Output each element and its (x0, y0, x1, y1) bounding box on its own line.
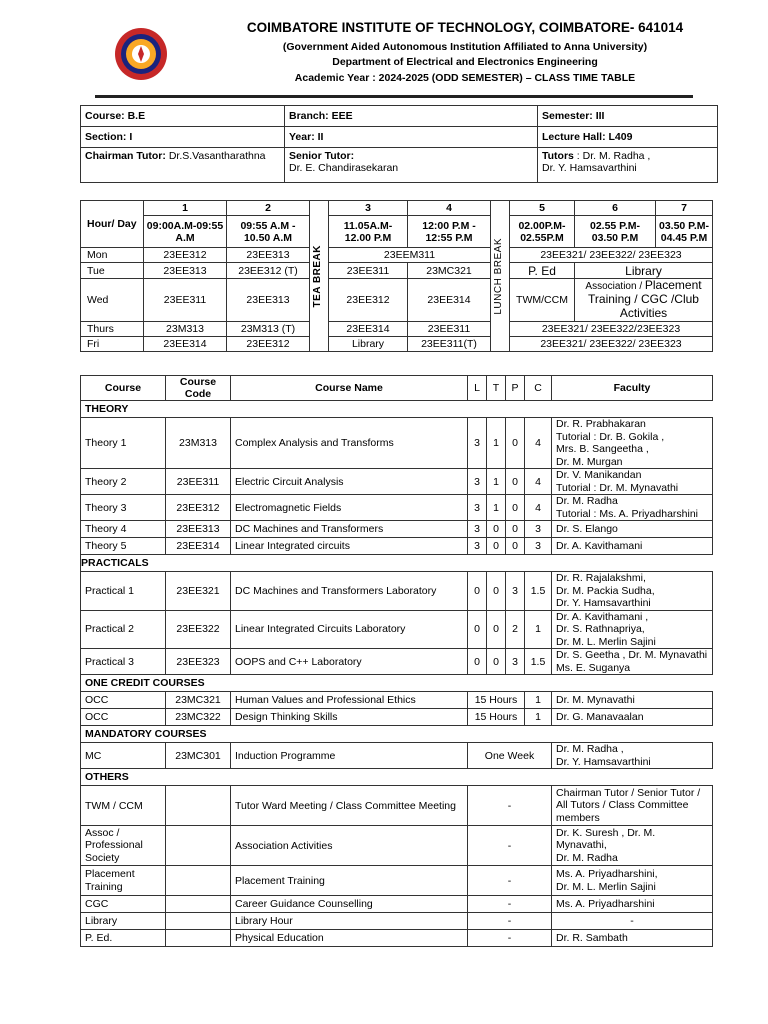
t-cell: 1 (487, 469, 506, 495)
name-cell: Electromagnetic Fields (231, 495, 468, 521)
faculty-line: Dr. M. Radha (556, 495, 618, 507)
semester-cell: Semester: III (538, 106, 718, 127)
day-cell: Mon (81, 248, 144, 263)
faculty-cell: Dr. M. Mynavathi (552, 692, 713, 709)
table-row (81, 930, 713, 947)
table-row (81, 322, 713, 337)
p-cell: 2 (506, 610, 525, 649)
faculty-line: Dr. R. Rajalakshmi, (556, 572, 646, 584)
table-row (81, 786, 713, 826)
senior-name: Dr. E. Chandirasekaran (289, 162, 399, 174)
slot-cell: 23EE313 (144, 263, 227, 279)
period-1: 1 (144, 201, 227, 216)
faculty-cell (552, 866, 713, 896)
table-row (81, 610, 713, 649)
faculty-line: Dr. K. Suresh , Dr. M. Mynavathi, (556, 826, 656, 852)
course-line: Placement (85, 868, 135, 880)
course-cell: OCC (81, 692, 166, 709)
slot-cell: 23EE321/ 23EE322/ 23EE323 (510, 337, 713, 352)
faculty-cell: Ms. A. Priyadharshini (552, 896, 713, 913)
table-row (81, 469, 713, 495)
c-cell: 1 (525, 709, 552, 726)
name-cell: OOPS and C++ Laboratory (231, 649, 468, 675)
c-cell: 3 (525, 538, 552, 555)
section-cell: Section: I (81, 127, 285, 148)
period-3: 3 (329, 201, 408, 216)
t-cell: 0 (487, 538, 506, 555)
code-cell (166, 826, 231, 866)
day-cell: Tue (81, 263, 144, 279)
faculty-line: members (556, 811, 600, 824)
lunch-break-column (491, 201, 510, 352)
code-cell (166, 786, 231, 826)
slot-cell: 23M313 (144, 322, 227, 337)
slot-cell: Library (575, 263, 713, 279)
p-cell: 0 (506, 418, 525, 469)
p-cell: 3 (506, 572, 525, 611)
course-cell: Theory 4 (81, 521, 166, 538)
tutors-label: Tutors (542, 150, 574, 162)
name-cell: Physical Education (231, 930, 468, 947)
course-header: Course (81, 376, 166, 401)
l-cell: 3 (468, 495, 487, 521)
slot-cell: 23EE312 (227, 337, 310, 352)
time-7: 03.50 P.M-04.45 P.M (656, 216, 713, 248)
name-cell: Tutor Ward Meeting / Class Committee Meeting (231, 786, 468, 826)
course-cell: P. Ed. (81, 930, 166, 947)
course-cell: Practical 2 (81, 610, 166, 649)
course-cell (81, 826, 166, 866)
faculty-line: Mrs. B. Sangeetha , (556, 443, 649, 455)
faculty-line: Dr. A. Kavithamani , (556, 610, 649, 623)
hours-cell: One Week (468, 743, 552, 769)
c-header: C (525, 376, 552, 401)
ltpc-cell: - (468, 896, 552, 913)
faculty-line: Dr. S. Rathnapriya, (556, 623, 645, 635)
name-cell: Electric Circuit Analysis (231, 469, 468, 495)
faculty-line: Dr. M. Packia Sudha, (556, 584, 655, 597)
table-row (81, 248, 713, 263)
chairman-tutor-cell (81, 148, 285, 183)
period-2: 2 (227, 201, 310, 216)
faculty-cell: Dr. A. Kavithamani (552, 538, 713, 555)
table-row (81, 896, 713, 913)
faculty-line: Tutorial : Ms. A. Priyadharshini (556, 507, 698, 520)
l-cell: 3 (468, 418, 487, 469)
section-one-credit: ONE CREDIT COURSES (81, 675, 713, 692)
slot-cell: Library (329, 337, 408, 352)
code-cell: 23EE323 (166, 649, 231, 675)
slot-cell: 23EE321/ 23EE322/ 23EE323 (510, 248, 713, 263)
period-7: 7 (656, 201, 713, 216)
faculty-cell: Dr. S. Elango (552, 521, 713, 538)
faculty-cell: Dr. G. Manavaalan (552, 709, 713, 726)
faculty-line: Dr. M. Murgan (556, 455, 623, 468)
academic-year: Academic Year : 2024-2025 (ODD SEMESTER) – CLASS TIME TABLE (294, 72, 636, 84)
faculty-cell (552, 826, 713, 866)
faculty-cell (552, 495, 713, 521)
table-row (81, 279, 713, 322)
faculty-line: All Tutors / Class Committee (556, 799, 689, 812)
table-row (81, 866, 713, 896)
faculty-cell (552, 469, 713, 495)
faculty-line: Dr. S. Geetha , Dr. M. Mynavathi (556, 649, 708, 661)
faculty-cell: Dr. R. Sambath (552, 930, 713, 947)
table-row (81, 572, 713, 611)
timetable (80, 200, 713, 352)
faculty-header: Faculty (552, 376, 713, 401)
institute-subtitle: (Government Aided Autonomous Institution Affiliated to Anna University) (282, 41, 648, 53)
class-info-table (80, 105, 718, 183)
course-cell: Theory 2 (81, 469, 166, 495)
name-cell: Induction Programme (231, 743, 468, 769)
code-cell: 23MC321 (166, 692, 231, 709)
slot-cell: 23EE311(T) (408, 337, 491, 352)
slot-cell: 23EE312 (329, 279, 408, 322)
faculty-cell (552, 418, 713, 469)
code-header: Course Code (166, 376, 231, 401)
course-cell: TWM / CCM (81, 786, 166, 826)
period-6: 6 (575, 201, 656, 216)
faculty-line: Tutorial : Dr. B. Gokila , (556, 430, 665, 443)
l-cell: 0 (468, 649, 487, 675)
faculty-line: Chairman Tutor / Senior Tutor / (556, 786, 701, 799)
slot-cell (575, 279, 713, 322)
course-cell: Course: B.E (81, 106, 285, 127)
l-cell: 3 (468, 538, 487, 555)
senior-label: Senior Tutor: (289, 150, 355, 162)
placement-text: Placement Training / CGC /Club Activities (588, 278, 702, 320)
day-cell: Fri (81, 337, 144, 352)
course-cell: Practical 1 (81, 572, 166, 611)
hours-cell: 15 Hours (468, 709, 525, 726)
faculty-cell (552, 610, 713, 649)
name-cell: Career Guidance Counselling (231, 896, 468, 913)
slot-cell: 23EE312 (144, 248, 227, 263)
code-cell: 23EE311 (166, 469, 231, 495)
tea-break-label: TEA BREAK (312, 244, 323, 308)
association-text: Association / (585, 281, 645, 292)
c-cell: 1.5 (525, 649, 552, 675)
section-others: OTHERS (81, 769, 713, 786)
code-cell (166, 866, 231, 896)
table-row (81, 538, 713, 555)
name-cell: Design Thinking Skills (231, 709, 468, 726)
course-cell: MC (81, 743, 166, 769)
slot-cell: 23EE314 (329, 322, 408, 337)
table-row (81, 709, 713, 726)
slot-cell: 23EE311 (144, 279, 227, 322)
code-cell (166, 896, 231, 913)
faculty-cell (552, 743, 713, 769)
faculty-line: Dr. M. Radha , (556, 743, 624, 755)
slot-cell: 23EE314 (408, 279, 491, 322)
faculty-line: Dr. M. L. Merlin Sajini (556, 635, 656, 648)
lecture-hall-cell: Lecture Hall: L409 (538, 127, 718, 148)
course-cell: Practical 3 (81, 649, 166, 675)
course-cell: CGC (81, 896, 166, 913)
ltpc-cell: - (468, 930, 552, 947)
table-row (81, 692, 713, 709)
code-cell: 23EE314 (166, 538, 231, 555)
table-row (81, 495, 713, 521)
table-row (81, 743, 713, 769)
t-cell: 0 (487, 521, 506, 538)
code-cell: 23EE321 (166, 572, 231, 611)
t-cell: 0 (487, 572, 506, 611)
name-cell: Complex Analysis and Transforms (231, 418, 468, 469)
hours-cell: 15 Hours (468, 692, 525, 709)
p-header: P (506, 376, 525, 401)
course-cell: Theory 5 (81, 538, 166, 555)
table-row (81, 826, 713, 866)
p-cell: 0 (506, 495, 525, 521)
code-cell: 23EE312 (166, 495, 231, 521)
time-2: 09:55 A.M - 10.50 A.M (227, 216, 310, 248)
time-6: 02.55 P.M-03.50 P.M (575, 216, 656, 248)
code-cell: 23MC322 (166, 709, 231, 726)
faculty-line: Ms. E. Suganya (556, 661, 631, 674)
l-cell: 0 (468, 572, 487, 611)
institute-logo-icon (114, 27, 168, 81)
faculty-cell (552, 572, 713, 611)
course-cell (81, 866, 166, 896)
c-cell: 1 (525, 610, 552, 649)
c-cell: 3 (525, 521, 552, 538)
name-cell: Library Hour (231, 913, 468, 930)
day-cell: Wed (81, 279, 144, 322)
faculty-line: Dr. M. Radha (556, 851, 618, 864)
name-cell: Placement Training (231, 866, 468, 896)
c-cell: 4 (525, 418, 552, 469)
time-3: 11.05A.M-12.00 P.M (329, 216, 408, 248)
l-cell: 0 (468, 610, 487, 649)
course-cell: Library (81, 913, 166, 930)
time-1: 09:00A.M-09:55 A.M (144, 216, 227, 248)
faculty-line: Dr. V. Manikandan (556, 469, 642, 481)
name-cell: DC Machines and Transformers (231, 521, 468, 538)
faculty-line: Dr. R. Prabhakaran (556, 418, 646, 430)
slot-cell: TWM/CCM (510, 279, 575, 322)
table-row (81, 913, 713, 930)
faculty-cell: - (552, 913, 713, 930)
faculty-line: Dr. Y. Hamsavarthini (556, 755, 651, 768)
slot-cell: 23EE321/ 23EE322/23EE323 (510, 322, 713, 337)
section-practicals: PRACTICALS (81, 555, 713, 572)
p-cell: 0 (506, 521, 525, 538)
faculty-cell (552, 649, 713, 675)
course-cell: Theory 1 (81, 418, 166, 469)
table-row (81, 649, 713, 675)
ltpc-cell: - (468, 913, 552, 930)
chairman-name: Dr.S.Vasantharathna (168, 150, 266, 162)
p-cell: 0 (506, 538, 525, 555)
slot-cell: 23M313 (T) (227, 322, 310, 337)
t-cell: 1 (487, 418, 506, 469)
course-table (80, 375, 713, 947)
time-5: 02.00P.M-02.55P.M (510, 216, 575, 248)
l-cell: 3 (468, 469, 487, 495)
department-name: Department of Electrical and Electronics Engineering (332, 56, 598, 68)
slot-cell: 23EEM311 (329, 248, 491, 263)
table-row (81, 337, 713, 352)
c-cell: 4 (525, 469, 552, 495)
code-cell: 23EE322 (166, 610, 231, 649)
tea-break-column (310, 201, 329, 352)
course-line: Training (85, 880, 123, 893)
period-5: 5 (510, 201, 575, 216)
t-cell: 1 (487, 495, 506, 521)
institute-title: COIMBATORE INSTITUTE OF TECHNOLOGY, COIMBATORE- 641014 (246, 20, 684, 35)
section-mandatory: MANDATORY COURSES (81, 726, 713, 743)
p-cell: 3 (506, 649, 525, 675)
name-cell: Association Activities (231, 826, 468, 866)
ltpc-cell: - (468, 786, 552, 826)
code-cell (166, 913, 231, 930)
name-cell: DC Machines and Transformers Laboratory (231, 572, 468, 611)
hour-day-header: Hour/ Day (81, 201, 144, 248)
slot-cell: 23EE311 (408, 322, 491, 337)
tutors-cell (538, 148, 718, 183)
slot-cell: 23EE313 (227, 248, 310, 263)
time-4: 12:00 P.M - 12:55 P.M (408, 216, 491, 248)
slot-cell: 23MC321 (408, 263, 491, 279)
senior-tutor-cell (285, 148, 538, 183)
name-cell: Human Values and Professional Ethics (231, 692, 468, 709)
code-cell (166, 930, 231, 947)
slot-cell: P. Ed (510, 263, 575, 279)
course-cell: Theory 3 (81, 495, 166, 521)
c-cell: 4 (525, 495, 552, 521)
tutors-line1: : Dr. M. Radha , (573, 150, 651, 162)
faculty-line: Dr. Y. Hamsavarthini (556, 597, 651, 609)
course-line: Assoc / (85, 826, 120, 839)
slot-cell: 23EE314 (144, 337, 227, 352)
year-cell: Year: II (285, 127, 538, 148)
day-cell: Thurs (81, 322, 144, 337)
code-cell: 23MC301 (166, 743, 231, 769)
branch-cell: Branch: EEE (285, 106, 538, 127)
l-header: L (468, 376, 487, 401)
slot-cell: 23EE313 (227, 279, 310, 322)
t-cell: 0 (487, 610, 506, 649)
c-cell: 1 (525, 692, 552, 709)
name-cell: Linear Integrated circuits (231, 538, 468, 555)
t-header: T (487, 376, 506, 401)
section-theory: THEORY (81, 401, 713, 418)
p-cell: 0 (506, 469, 525, 495)
faculty-cell (552, 786, 713, 826)
table-row (81, 263, 713, 279)
l-cell: 3 (468, 521, 487, 538)
ltpc-cell: - (468, 866, 552, 896)
code-cell: 23EE313 (166, 521, 231, 538)
lunch-break-label: LUNCH BREAK (493, 237, 504, 315)
table-row (81, 521, 713, 538)
name-header: Course Name (231, 376, 468, 401)
faculty-line: Ms. A. Priyadharshini, (556, 868, 658, 880)
course-line: Society (85, 851, 120, 864)
course-line: Professional (85, 839, 143, 852)
chairman-label: Chairman Tutor: (85, 150, 169, 162)
slot-cell: 23EE312 (T) (227, 263, 310, 279)
faculty-line: Dr. M. L. Merlin Sajini (556, 880, 656, 893)
header-divider (95, 95, 693, 98)
slot-cell: 23EE311 (329, 263, 408, 279)
c-cell: 1.5 (525, 572, 552, 611)
course-cell: OCC (81, 709, 166, 726)
tutors-line2: Dr. Y. Hamsavarthini (542, 162, 637, 174)
ltpc-cell: - (468, 826, 552, 866)
name-cell: Linear Integrated Circuits Laboratory (231, 610, 468, 649)
t-cell: 0 (487, 649, 506, 675)
code-cell: 23M313 (166, 418, 231, 469)
faculty-line: Tutorial : Dr. M. Mynavathi (556, 481, 679, 494)
table-row (81, 418, 713, 469)
period-4: 4 (408, 201, 491, 216)
